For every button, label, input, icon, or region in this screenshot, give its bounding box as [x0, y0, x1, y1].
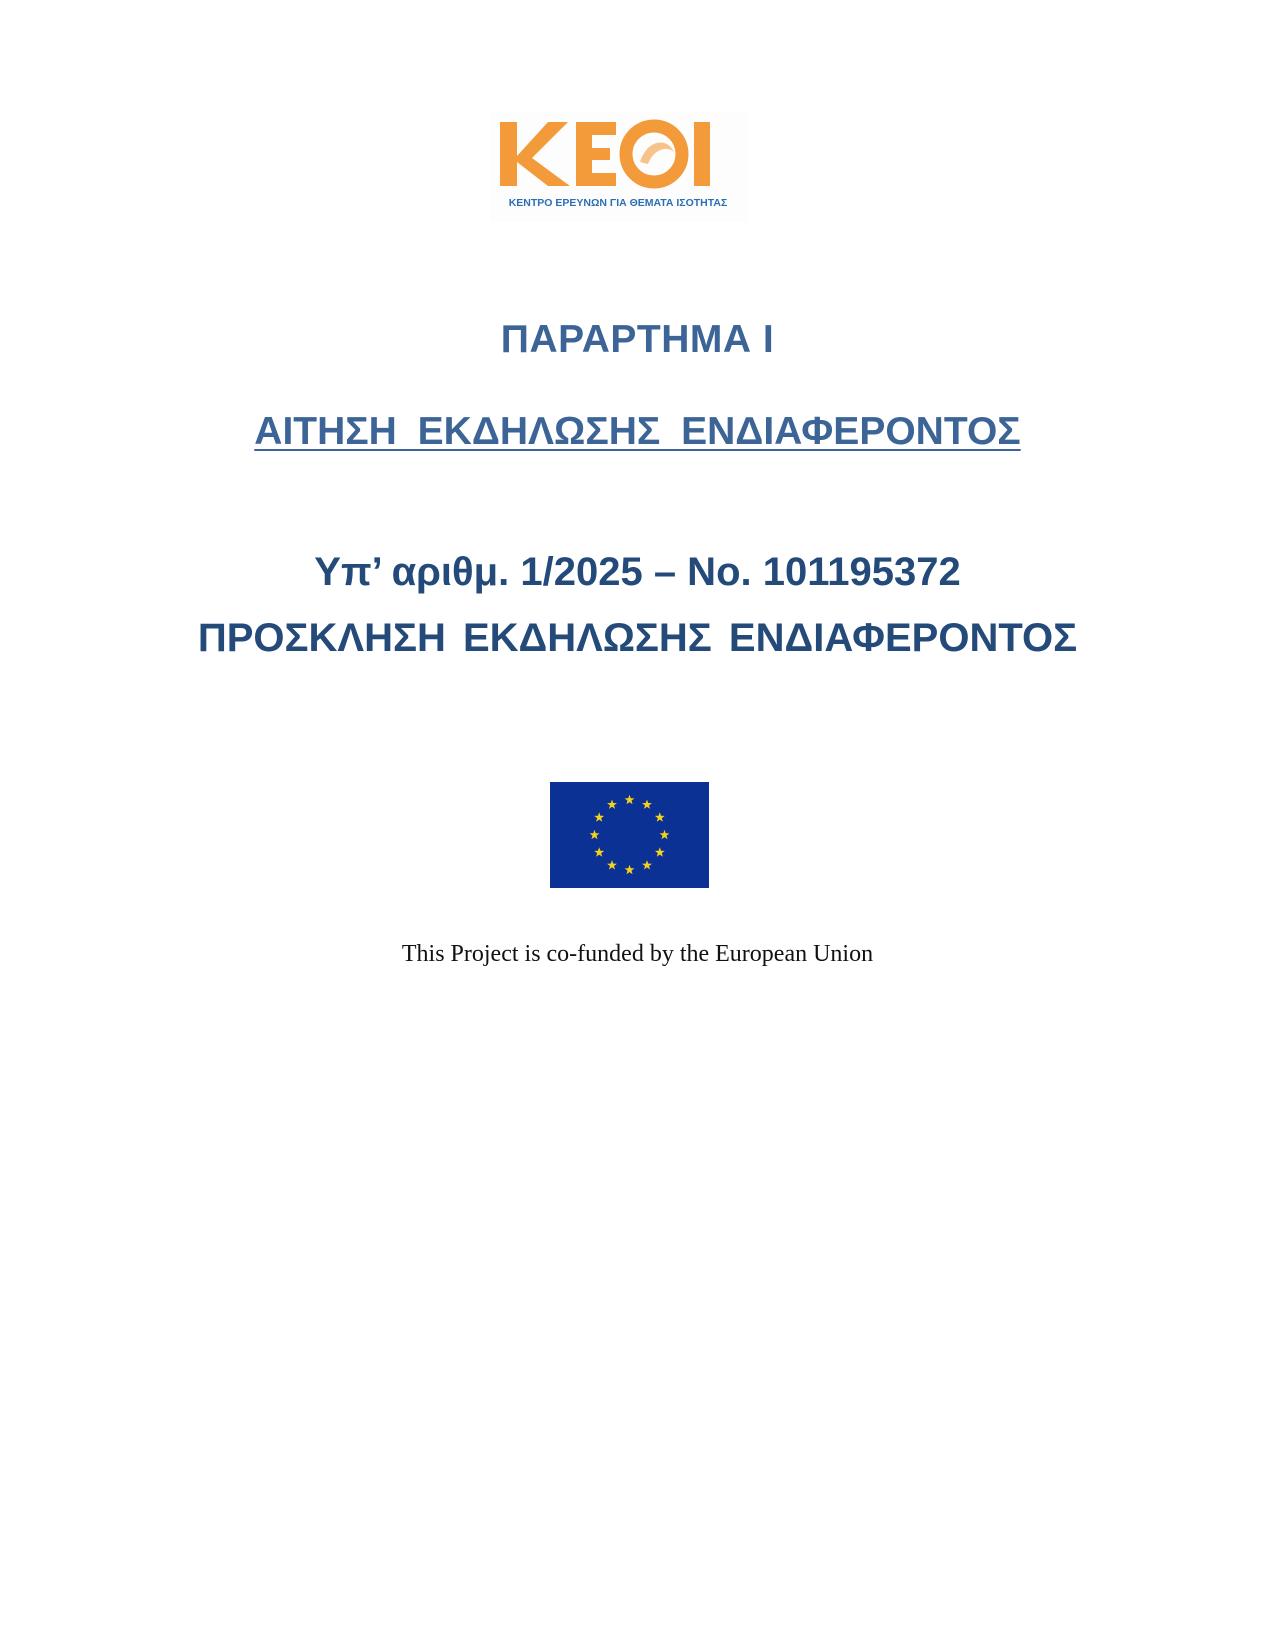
logo-subtitle: ΚΕΝΤΡΟ ΕΡΕΥΝΩΝ ΓΙΑ ΘΕΜΑΤΑ ΙΣΟΤΗΤΑΣ	[508, 197, 728, 209]
eu-flag-icon	[550, 782, 709, 888]
keth-logo	[490, 112, 748, 222]
keth-logo-icon	[490, 112, 748, 222]
application-heading: ΑΙΤΗΣΗ ΕΚΔΗΛΩΣΗΣ ΕΝΔΙΑΦΕΡΟΝΤΟΣ	[254, 410, 1021, 453]
cofunding-statement: This Project is co-funded by the European Union	[401, 941, 874, 967]
reference-number: Υπ’ αριθμ. 1/2025 – No. 101195372	[314, 550, 961, 594]
call-heading: ΠΡΟΣΚΛΗΣΗ ΕΚΔΗΛΩΣΗΣ ΕΝΔΙΑΦΕΡΟΝΤΟΣ	[197, 616, 1078, 660]
annex-heading: ΠΑΡΑΡΤΗΜΑ Ι	[500, 318, 775, 361]
